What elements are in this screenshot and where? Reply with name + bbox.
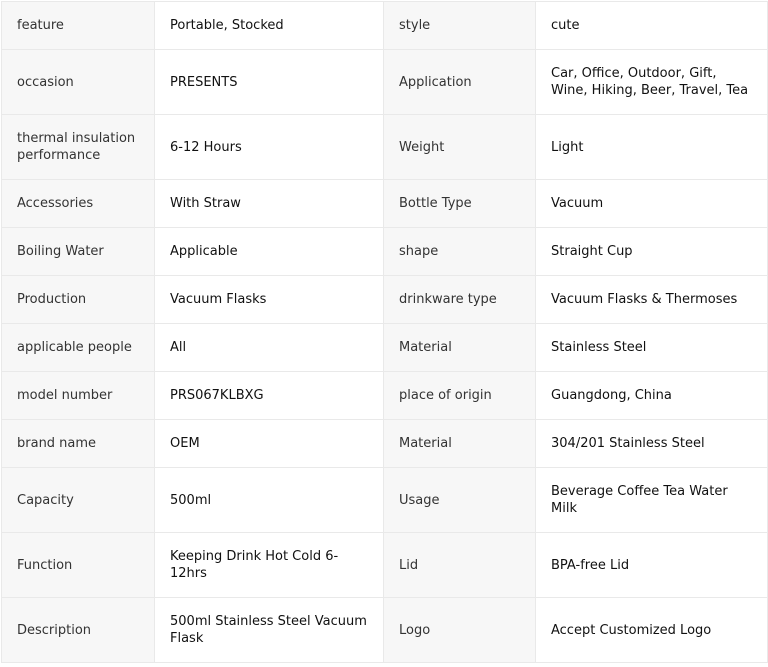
spec-key: Bottle Type xyxy=(384,180,536,228)
spec-key: Weight xyxy=(384,115,536,180)
spec-value: OEM xyxy=(155,420,384,468)
spec-key: style xyxy=(384,2,536,50)
spec-value: BPA-free Lid xyxy=(536,533,768,598)
spec-key: shape xyxy=(384,228,536,276)
table-row xyxy=(2,180,768,228)
spec-key: Function xyxy=(2,533,155,598)
spec-value: Straight Cup xyxy=(536,228,768,276)
table-row xyxy=(2,2,768,50)
spec-value: PRESENTS xyxy=(155,50,384,115)
spec-key: thermal insulation performance xyxy=(2,115,155,180)
spec-key: Description xyxy=(2,598,155,663)
table-row xyxy=(2,228,768,276)
spec-value: Vacuum Flasks & Thermoses xyxy=(536,276,768,324)
table-row xyxy=(2,276,768,324)
spec-value: Stainless Steel xyxy=(536,324,768,372)
spec-value: Guangdong, China xyxy=(536,372,768,420)
spec-key: occasion xyxy=(2,50,155,115)
spec-value: Vacuum Flasks xyxy=(155,276,384,324)
table-row xyxy=(2,468,768,533)
table-row xyxy=(2,372,768,420)
spec-key: Logo xyxy=(384,598,536,663)
spec-key: Capacity xyxy=(2,468,155,533)
spec-key: Material xyxy=(384,420,536,468)
spec-key: place of origin xyxy=(384,372,536,420)
spec-value: Car, Office, Outdoor, Gift, Wine, Hiking, Beer, Travel, Tea xyxy=(536,50,768,115)
spec-value: Accept Customized Logo xyxy=(536,598,768,663)
table-row xyxy=(2,598,768,663)
product-specs-table xyxy=(1,1,768,663)
table-row xyxy=(2,324,768,372)
spec-key: feature xyxy=(2,2,155,50)
spec-value: cute xyxy=(536,2,768,50)
spec-key: Lid xyxy=(384,533,536,598)
spec-value: 500ml Stainless Steel Vacuum Flask xyxy=(155,598,384,663)
spec-value: Beverage Coffee Tea Water Milk xyxy=(536,468,768,533)
table-row xyxy=(2,115,768,180)
spec-key: Material xyxy=(384,324,536,372)
spec-value: 6-12 Hours xyxy=(155,115,384,180)
table-row xyxy=(2,50,768,115)
spec-key: applicable people xyxy=(2,324,155,372)
spec-key: Boiling Water xyxy=(2,228,155,276)
spec-key: Accessories xyxy=(2,180,155,228)
spec-value: Vacuum xyxy=(536,180,768,228)
spec-key: Production xyxy=(2,276,155,324)
spec-value: Applicable xyxy=(155,228,384,276)
spec-key: drinkware type xyxy=(384,276,536,324)
spec-value: 500ml xyxy=(155,468,384,533)
table-row xyxy=(2,420,768,468)
spec-value: Portable, Stocked xyxy=(155,2,384,50)
spec-key: brand name xyxy=(2,420,155,468)
spec-value: All xyxy=(155,324,384,372)
spec-value: Keeping Drink Hot Cold 6-12hrs xyxy=(155,533,384,598)
spec-key: Application xyxy=(384,50,536,115)
spec-value: Light xyxy=(536,115,768,180)
spec-value: 304/201 Stainless Steel xyxy=(536,420,768,468)
spec-value: With Straw xyxy=(155,180,384,228)
spec-value: PRS067KLBXG xyxy=(155,372,384,420)
spec-key: Usage xyxy=(384,468,536,533)
table-row xyxy=(2,533,768,598)
spec-key: model number xyxy=(2,372,155,420)
